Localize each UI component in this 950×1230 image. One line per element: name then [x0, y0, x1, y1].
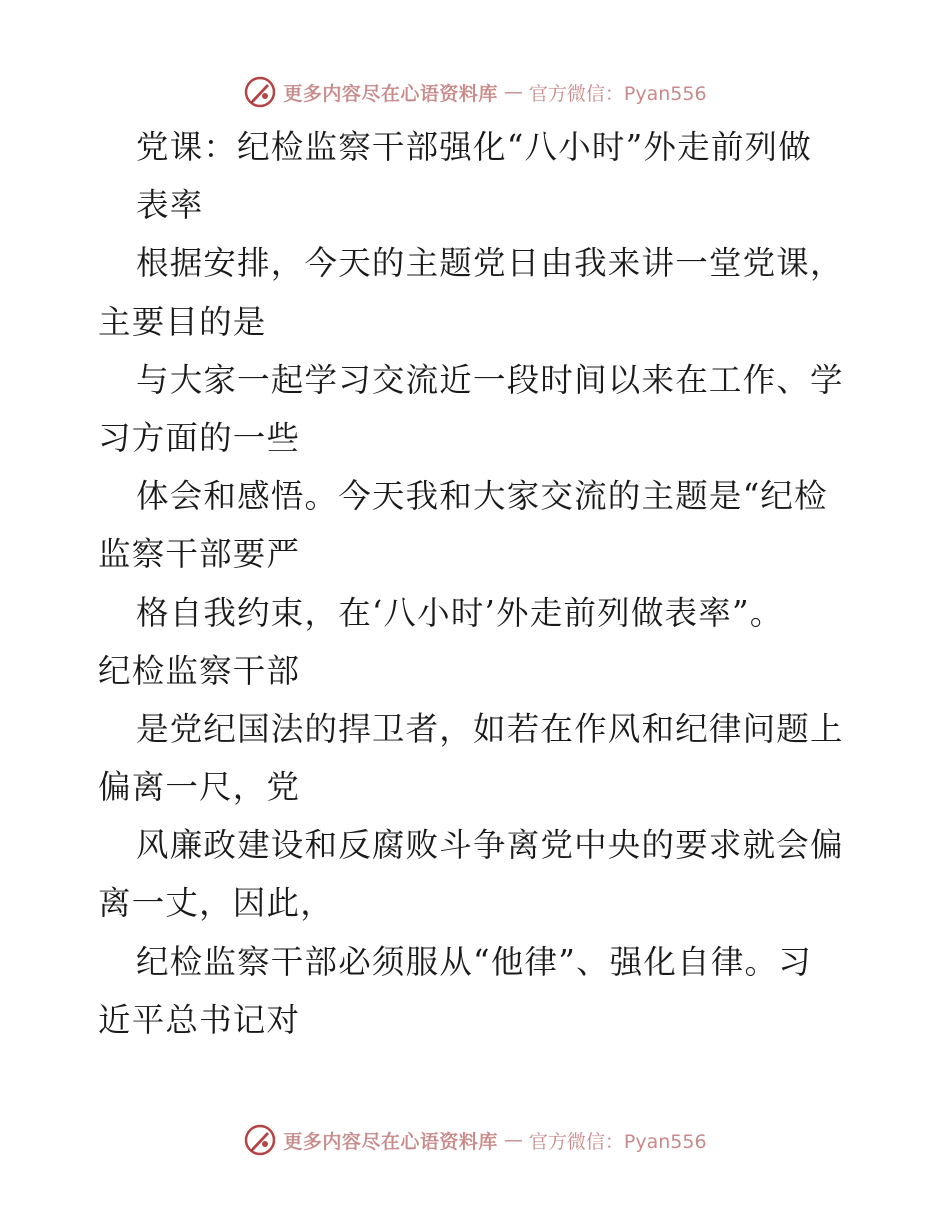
paragraph-line: 纪检监察干部 — [98, 651, 301, 690]
title-line-2: 表率 — [136, 186, 204, 225]
paragraph-line: 格自我约束，在‘八小时’外走前列做表率”。 — [136, 593, 784, 632]
paragraph-line: 近平总书记对 — [98, 1000, 301, 1039]
title-line-1: 党课：纪检监察干部强化“八小时”外走前列做 — [136, 128, 812, 166]
watermark-wechat: 官方微信：Pyan556 — [528, 1130, 707, 1153]
paragraph-line: 是党纪国法的捍卫者，如若在作风和纪律问题上 — [136, 709, 844, 748]
paragraph-line: 离一丈，因此， — [98, 884, 334, 923]
paragraph-line: 纪检监察干部必须服从“他律”、强化自律。习 — [136, 942, 812, 981]
paragraph-line: 监察干部要严 — [98, 535, 301, 574]
document-body — [98, 118, 858, 1049]
watermark-brand: 更多内容尽在心语资料库 — [283, 82, 498, 105]
paragraph-line: 根据安排，今天的主题党日由我来讲一堂党课， — [136, 244, 844, 283]
paragraph-line: 与大家一起学习交流近一段时间以来在工作、学 — [136, 360, 844, 399]
paragraph-line: 体会和感悟。今天我和大家交流的主题是“纪检 — [136, 477, 828, 516]
watermark-brand: 更多内容尽在心语资料库 — [283, 1130, 498, 1153]
paragraph-line: 风廉政建设和反腐败斗争离党中央的要求就会偏 — [136, 826, 844, 865]
paragraph-line: 偏离一尺，党 — [98, 768, 301, 807]
watermark-wechat: 官方微信：Pyan556 — [528, 82, 707, 105]
quill-logo-icon — [243, 1123, 277, 1157]
paragraph-line: 主要目的是 — [98, 302, 267, 341]
watermark-separator: — — [503, 81, 523, 103]
quill-logo-icon — [243, 75, 277, 109]
paragraph-line: 习方面的一些 — [98, 418, 301, 457]
watermark-footer — [0, 1118, 950, 1162]
watermark-separator: — — [503, 1129, 523, 1151]
watermark-header — [0, 70, 950, 114]
